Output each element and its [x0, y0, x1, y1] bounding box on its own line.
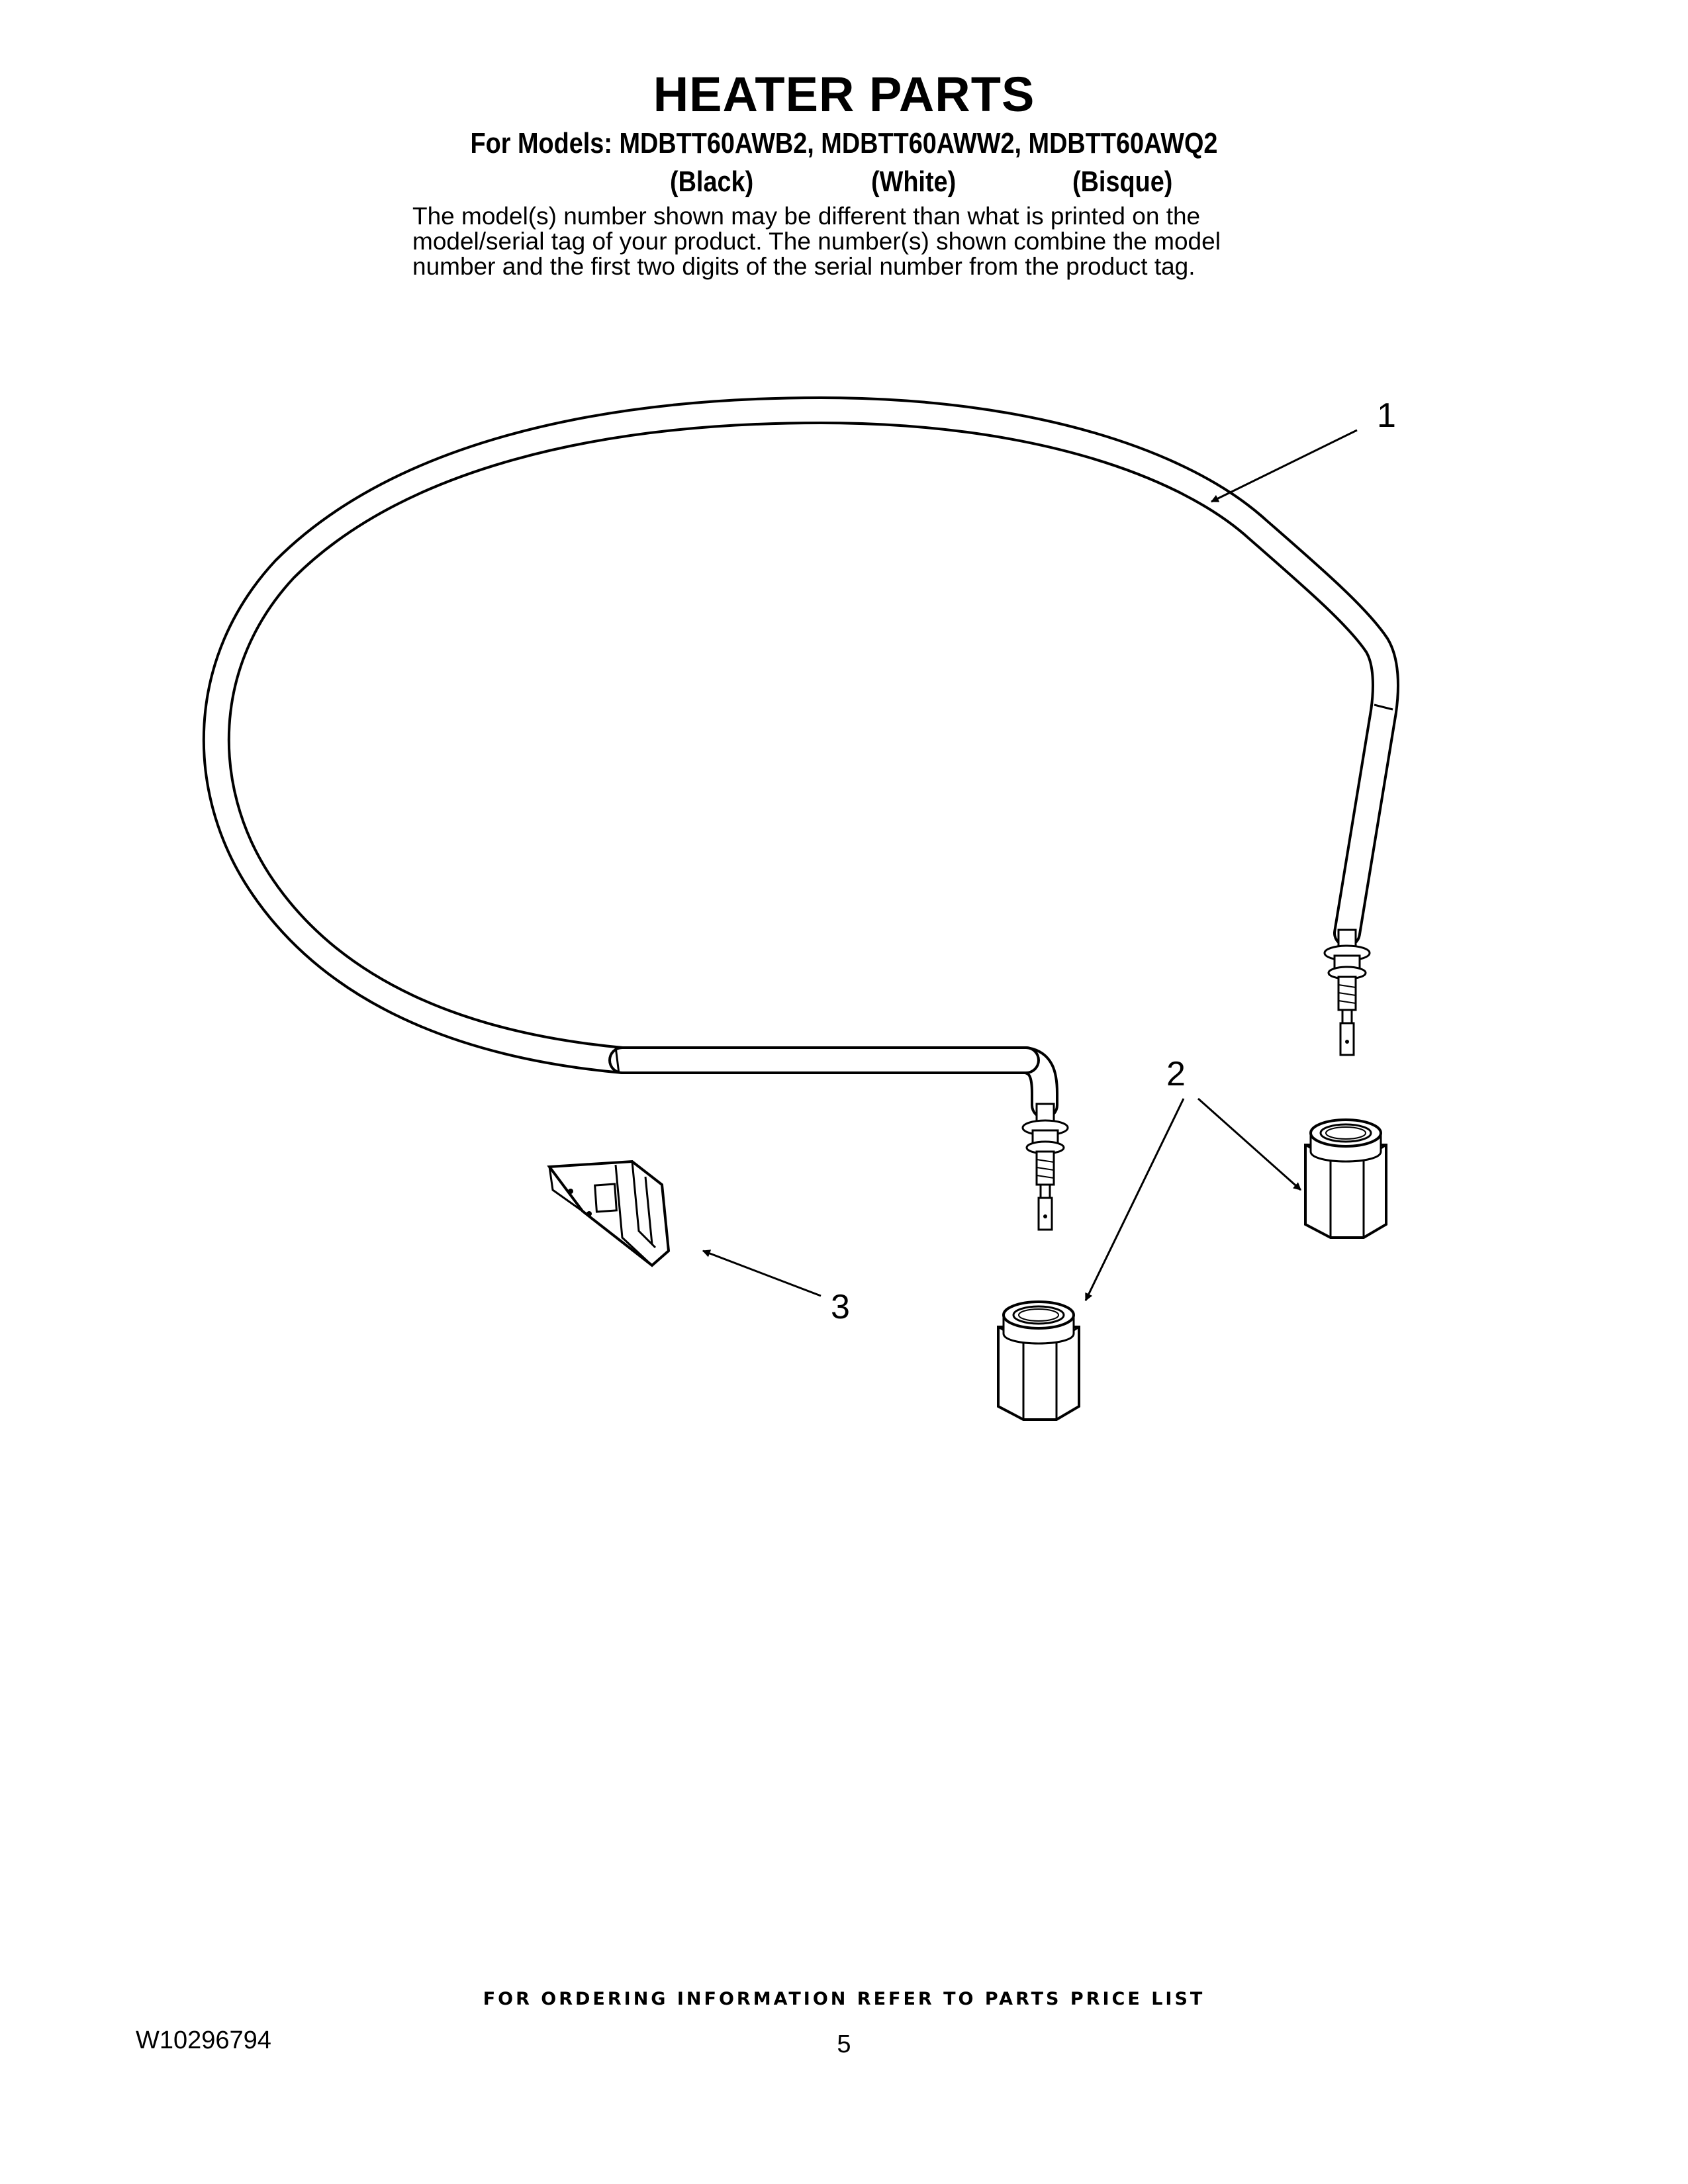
callout-3-number: 3 — [831, 1288, 850, 1326]
hex-nut-bottom — [998, 1302, 1079, 1420]
models-line: For Models: MDBTT60AWB2, MDBTT60AWW2, MDBTT60AWQ2 — [470, 127, 1218, 159]
right-terminal — [1325, 930, 1370, 1055]
left-terminal — [1023, 1104, 1068, 1230]
ordering-info: FOR ORDERING INFORMATION REFER TO PARTS PRICE LIST — [483, 1989, 1205, 2009]
note-line: The model(s) number shown may be different than what is printed on the — [412, 203, 1201, 230]
callout-2-leader-right — [1198, 1099, 1301, 1190]
heating-element — [216, 410, 1393, 1230]
callout-2-number: 2 — [1166, 1055, 1186, 1093]
callout-1-number: 1 — [1377, 396, 1396, 435]
note-line: model/serial tag of your product. The number(s) shown combine the model — [412, 228, 1221, 255]
callout-3-leader — [703, 1251, 821, 1296]
hex-nut-right — [1305, 1120, 1386, 1238]
callout-1-leader — [1211, 430, 1357, 502]
callout-2-leader-bottom — [1086, 1099, 1184, 1300]
color-label-bisque: (Bisque) — [1072, 165, 1173, 198]
page-title: HEATER PARTS — [653, 67, 1035, 122]
clip — [549, 1161, 669, 1265]
page-number: 5 — [837, 2030, 851, 2058]
document-number: W10296794 — [136, 2026, 271, 2054]
note-line: number and the first two digits of the serial number from the product tag. — [412, 253, 1196, 280]
color-label-white: (White) — [871, 165, 957, 198]
color-label-black: (Black) — [670, 165, 754, 198]
